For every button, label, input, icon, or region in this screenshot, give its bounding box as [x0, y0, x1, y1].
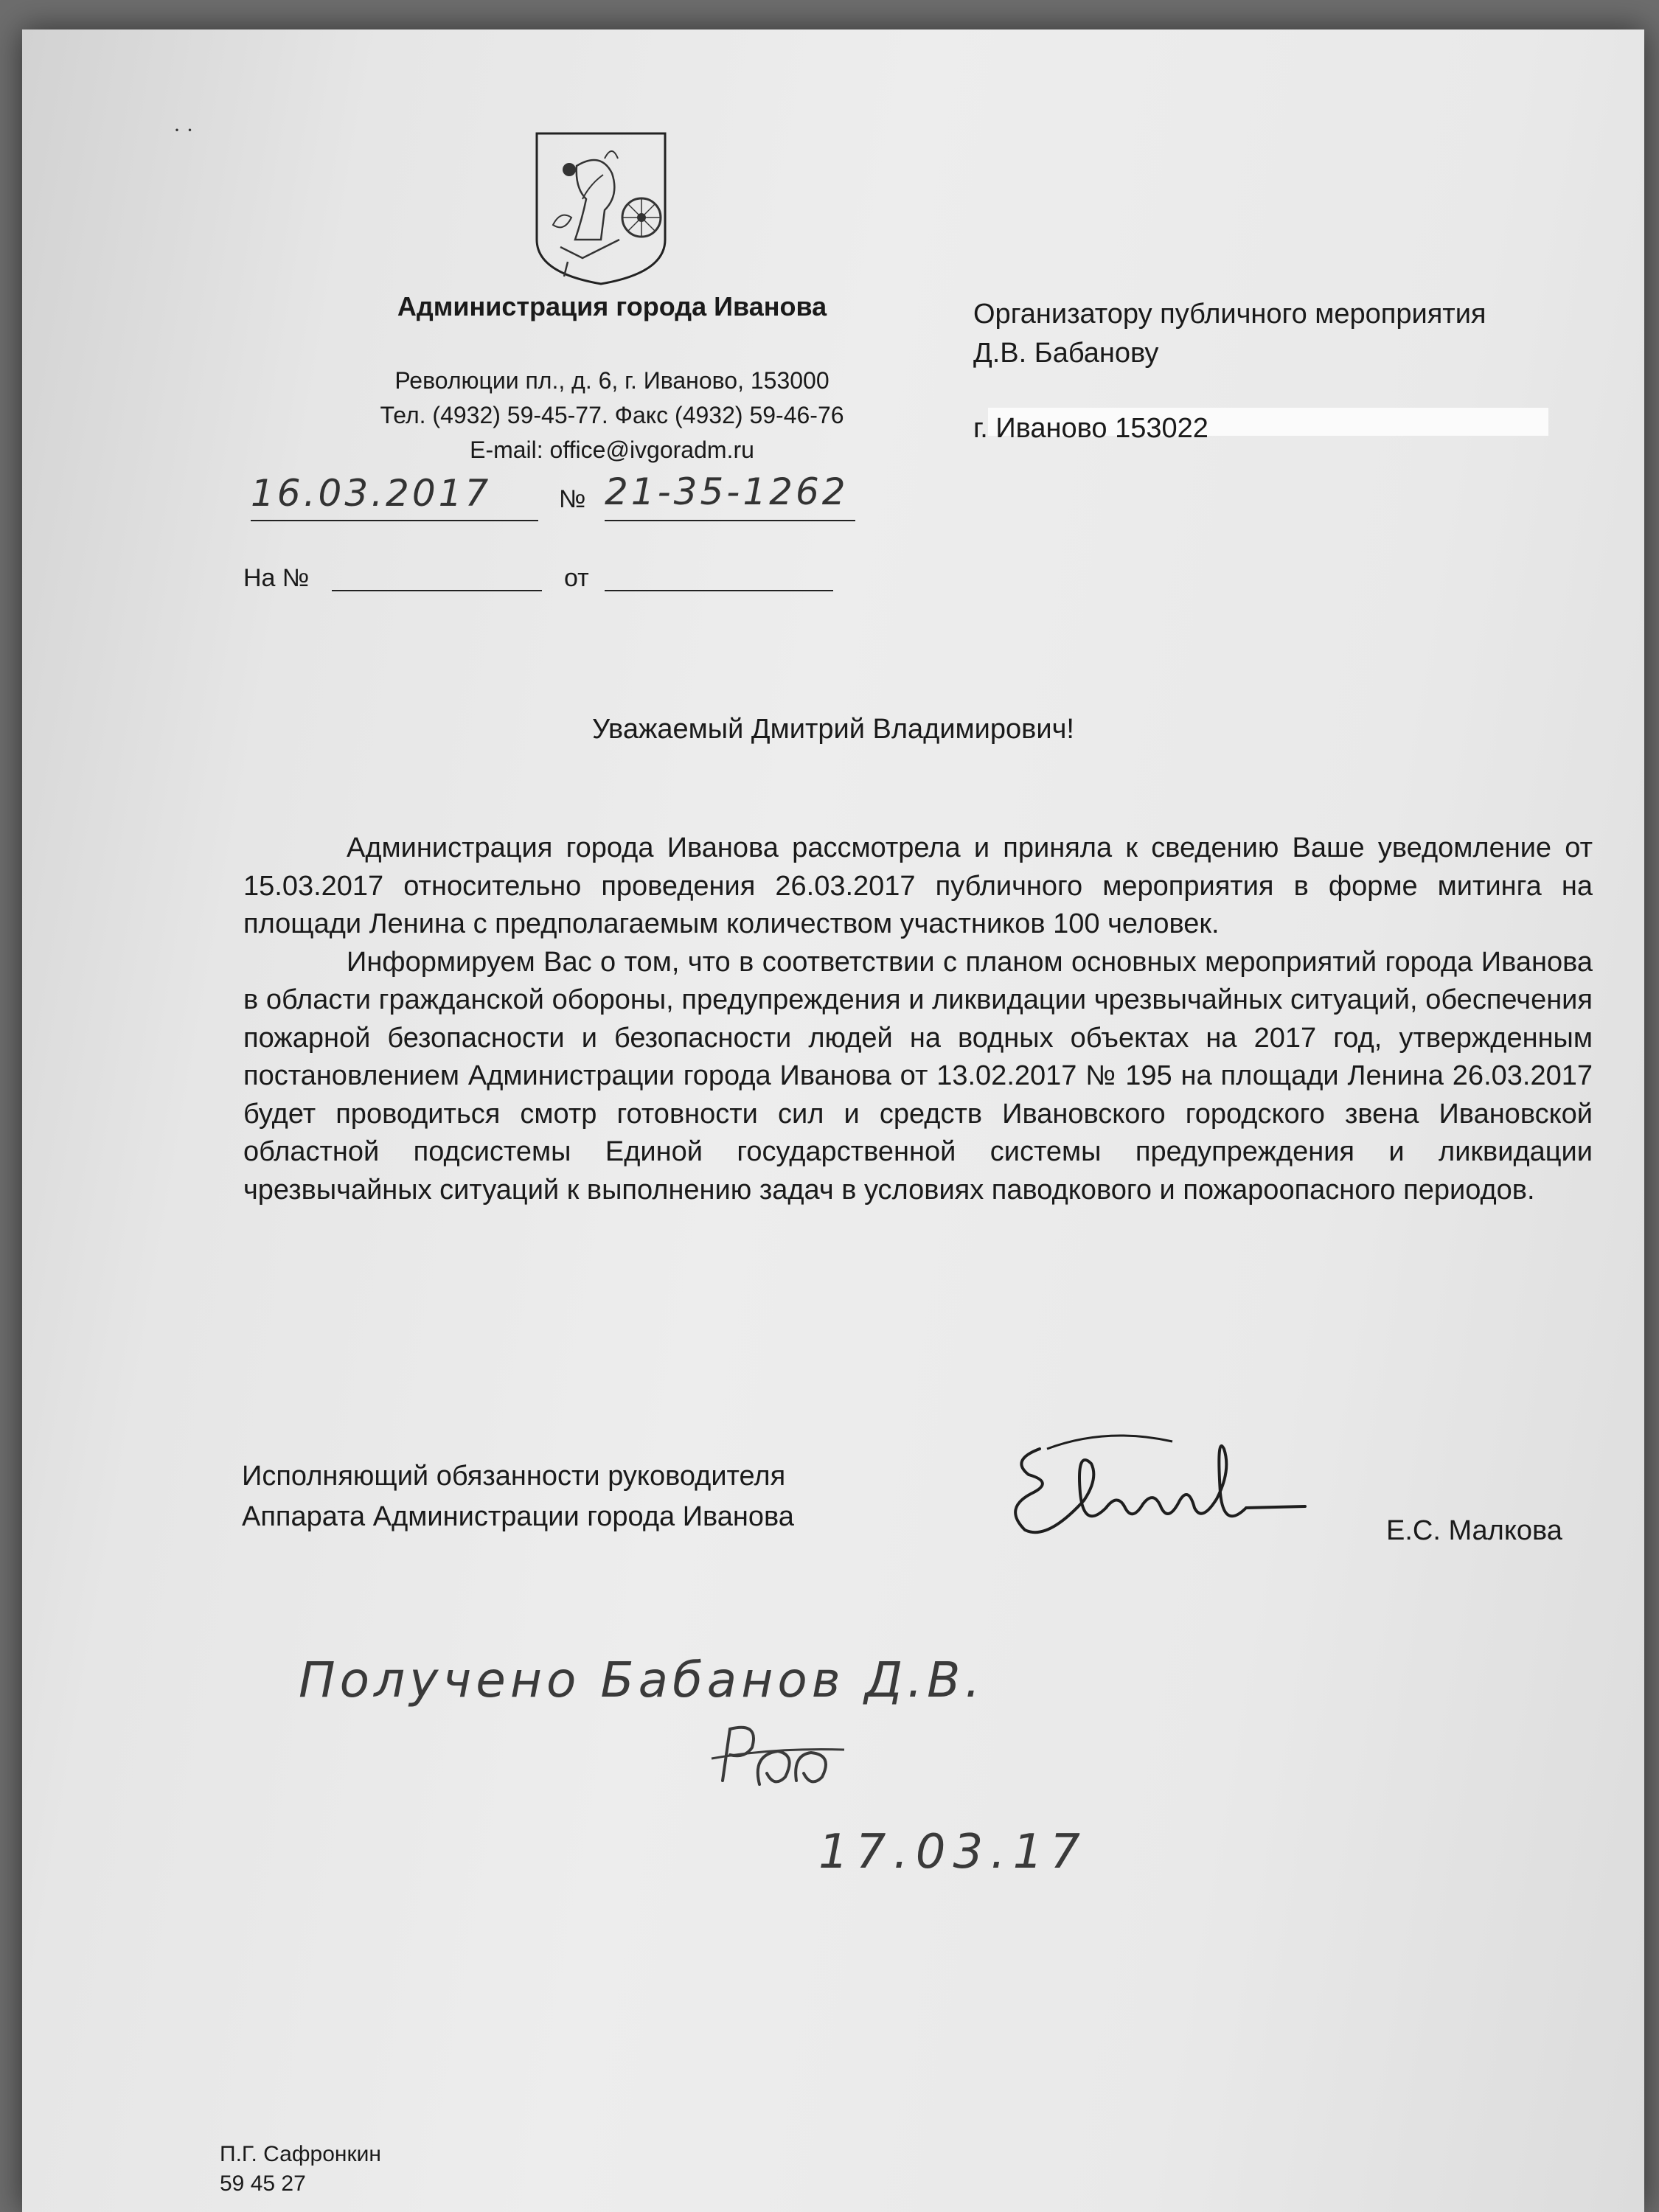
executor-phone: 59 45 27 [220, 2171, 306, 2196]
outgoing-number-label: № [559, 485, 586, 513]
reference-number-line [332, 590, 542, 591]
recipient-city: г. Иваново 153022 [973, 413, 1208, 444]
coat-of-arms-icon [531, 129, 671, 288]
handwritten-signature-icon [995, 1419, 1320, 1559]
outgoing-number-line [605, 520, 855, 521]
body-paragraph-2: Информируем Вас о том, что в соответствии с планом основных мероприятий города Иванова в области гражданской обороны, предупреждения и ликвидации чрезвычайных ситуаций, обеспечения пожарной безопасности и безопасности людей на водных объектах на 2017 год, утвержденным постановлением Администрации города Иванова от 13.02.2017 № 195 на площади Ленина 26.03.2017 будет проводиться смотр готовности сил и средств Ивановского городского звена Ивановской областной подсистемы Единой государственной системы предупреждения и ликвидации чрезвычайных ситуаций к выполнению задач в условиях паводкового и пожароопасного периодов. [243, 946, 1593, 1206]
signatory-role-line-2: Аппарата Администрации города Иванова [242, 1501, 794, 1532]
receipt-initials-icon [708, 1714, 848, 1795]
recipient-title: Организатору публичного мероприятия [973, 299, 1486, 330]
signatory-role [242, 1456, 905, 1537]
greeting: Уважаемый Дмитрий Владимирович! [592, 714, 1074, 745]
executor-name: П.Г. Сафронкин [220, 2142, 381, 2166]
reference-from-label: от [564, 564, 589, 592]
organization-email: E-mail: office@ivgoradm.ru [470, 437, 754, 463]
letter-body [243, 830, 1593, 1209]
reference-number-label: На № [243, 564, 310, 592]
letter-sheet [22, 29, 1644, 2212]
outgoing-date-line [251, 520, 538, 521]
organization-name: Администрация города Иванова [397, 291, 827, 321]
body-paragraph-1: Администрация города Иванова рассмотрела и приняла к сведению Ваше уведомление от 15.03.2017 относительно проведения 26.03.2017 публичного мероприятия в форме митинга на площади Ленина с предполагаемым количеством участников 100 человек. [243, 832, 1593, 939]
organization-phone-fax: Тел. (4932) 59-45-77. Факс (4932) 59-46-76 [380, 402, 844, 428]
receipt-date: 17.03.17 [818, 1825, 1088, 1879]
organization-address: Революции пл., д. 6, г. Иваново, 153000 [394, 367, 830, 394]
signatory-name: Е.С. Малкова [1386, 1515, 1562, 1546]
reference-date-line [605, 590, 833, 591]
scan-specks: · · [173, 118, 194, 142]
signatory-role-line-1: Исполняющий обязанности руководителя [242, 1461, 786, 1492]
recipient-name: Д.В. Бабанову [973, 338, 1159, 369]
outgoing-number: 21-35-1262 [605, 470, 849, 513]
outgoing-date: 16.03.2017 [251, 472, 492, 515]
receipt-note: Получено Бабанов Д.В. [299, 1652, 985, 1708]
